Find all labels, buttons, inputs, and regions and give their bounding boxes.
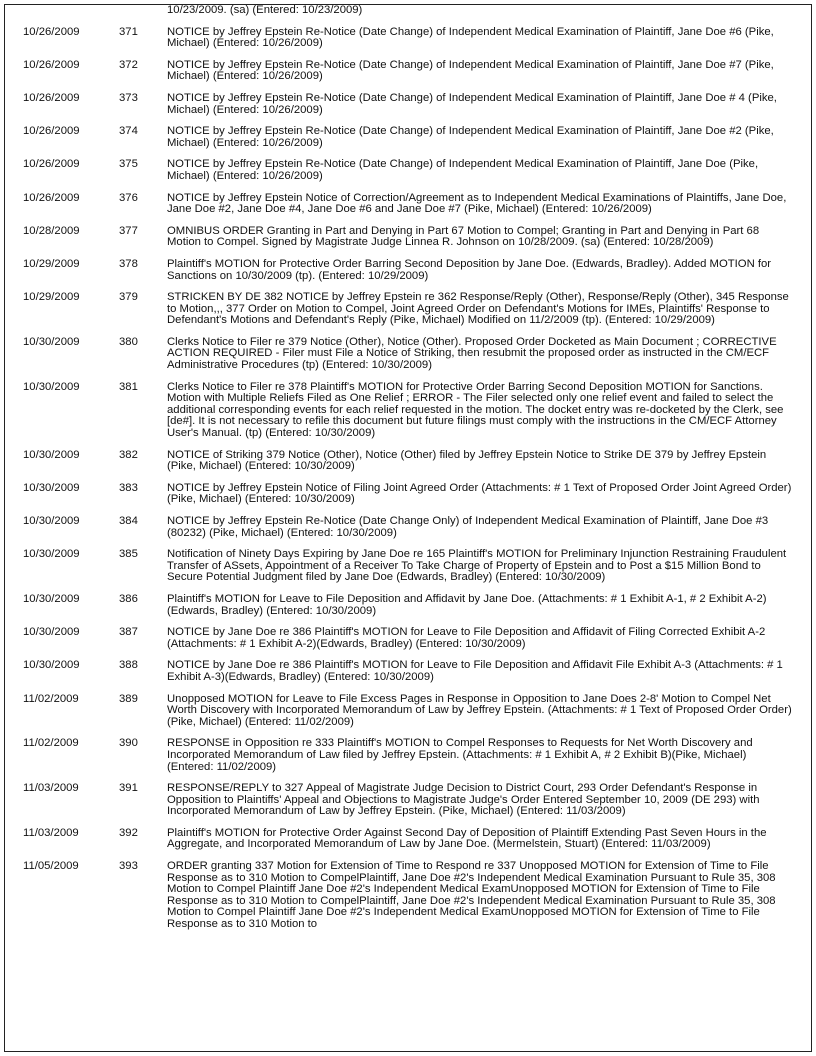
entry-date: 11/05/2009: [23, 860, 79, 873]
docket-entry-row: [5, 828, 811, 861]
entry-text: Plaintiff's MOTION for Protective Order Against Second Day of Deposition of Plaintiff Extending Past Seven Hours in the Aggregate, and Incorporated Memorandum of Law by Jane Doe. (Mermelstein, Stuart) (Entered: 11/03/2009): [167, 826, 767, 851]
entry-date: 10/30/2009: [23, 380, 80, 393]
docket-entry-row: [5, 159, 811, 192]
entry-number: 380: [119, 335, 138, 348]
entry-number: 389: [119, 692, 138, 705]
entry-date: 10/26/2009: [23, 91, 80, 104]
entry-number: 393: [119, 860, 138, 873]
entry-text: NOTICE of Striking 379 Notice (Other), Notice (Other) filed by Jeffrey Epstein Notice to Strike DE 379 by Jeffrey Epstein (Pike, Michael) (Entered: 10/30/2009): [167, 448, 767, 473]
docket-entry-row: [5, 226, 811, 259]
entry-number: 373: [119, 91, 138, 104]
entry-text: Clerks Notice to Filer re 379 Notice (Other), Notice (Other). Proposed Order Docketed as Main Document ; CORRECTIVE ACTION REQUIRED - Filer must File a Notice of Striking, then resubmit the proposed order as instructed in the CM/ECF Administrative Procedures (tp) (Entered: 10/30/2009): [167, 335, 777, 372]
entry-date: 10/30/2009: [23, 515, 80, 527]
entry-number: 392: [119, 826, 138, 839]
entry-text: 10/23/2009. (sa) (Entered: 10/23/2009): [167, 4, 363, 16]
entry-text: Clerks Notice to Filer re 378 Plaintiff's MOTION for Protective Order Barring Second Deposition MOTION for Sanctions. Motion with Multiple Reliefs Filed as One Relief ; ERROR - The Filer selected only one relief event and failed to select the additional corresponding events for each relief requested in the motion. The docket entry was re-docketed by the Clerk, see [de#]. It is not necessary to refile this document but future filings must comply with the instructions in the CM/ECF Attorney User's Manual. (tp) (Entered: 10/30/2009): [167, 380, 784, 440]
entry-text: Plaintiff's MOTION for Protective Order Barring Second Deposition by Jane Doe. (Edwards, Bradley). Added MOTION for Sanctions on 10/30/2009 (tp). (Entered: 10/29/2009): [167, 257, 772, 282]
entry-date: 11/02/2009: [23, 692, 79, 705]
docket-entry-row: [5, 259, 811, 292]
docket-page: [4, 4, 812, 1052]
docket-entry-row: [5, 27, 811, 60]
entry-date: [5, 5, 101, 27]
entry-number: 378: [119, 257, 138, 270]
entry-number: 384: [119, 515, 138, 527]
entry-text: NOTICE by Jane Doe re 386 Plaintiff's MOTION for Leave to File Deposition and Affidavit File Exhibit A-3 (Attachments: # 1 Exhibit A-3)(Edwards, Bradley) (Entered: 10/30/2009): [167, 659, 783, 683]
entry-number: 372: [119, 58, 138, 71]
docket-entry-row: [5, 60, 811, 93]
entry-date: 10/30/2009: [23, 659, 80, 672]
entry-date: 10/30/2009: [23, 592, 80, 605]
entry-text: NOTICE by Jeffrey Epstein Re-Notice (Date Change) of Independent Medical Examination of Plaintiff, Jane Doe #7 (Pike, Michael) (Entered: 10/26/2009): [167, 58, 774, 83]
entry-number: 377: [119, 224, 138, 237]
entry-date: 10/26/2009: [23, 25, 80, 38]
entry-date: 11/03/2009: [23, 826, 79, 839]
entry-text: Notification of Ninety Days Expiring by Jane Doe re 165 Plaintiff's MOTION for Preliminary Injunction Restraining Fraudulent Transfer of ASsets, Appointment of a Receiver To Take Charge of Property of Epstein and to Post a $15 Million Bond to Secure Potential Judgment filed by Jane Doe (Edwards, Bradley) (Entered: 10/30/2009): [167, 548, 787, 584]
entry-number: 382: [119, 448, 138, 461]
entry-date: 10/26/2009: [23, 58, 80, 71]
entry-date: 10/30/2009: [23, 335, 80, 348]
docket-entry-row: [5, 382, 811, 450]
entry-text: OMNIBUS ORDER Granting in Part and Denying in Part 67 Motion to Compel; Granting in Part and Denying in Part 68 Motion to Compel. Signed by Magistrate Judge Linnea R. Johnson on 10/28/2009. (sa) (Entered: 10/28/2009): [167, 224, 760, 249]
entry-number: 390: [119, 737, 138, 750]
docket-body: [5, 5, 811, 941]
docket-entry-row: [5, 660, 811, 693]
entry-number: 371: [119, 25, 138, 38]
entry-number: 379: [119, 291, 138, 304]
docket-entry-row: [5, 337, 811, 382]
entry-text: RESPONSE in Opposition re 333 Plaintiff's MOTION to Compel Responses to Requests for Net Worth Discovery and Incorporated Memorandum of Law filed by Jeffrey Epstein. (Attachments: # 1 Exhibit A, # 2 Exhibit B)(Pike, Michael) (Entered: 11/02/2009): [167, 737, 753, 773]
entry-text: RESPONSE/REPLY to 327 Appeal of Magistrate Judge Decision to District Court, 293 Order Defendant's Response in Opposition to Plaintiffs' Appeal and Objections to Magistrate Judge's Order Entered September 10, 2009 (DE 293) with Incorporated Memorandum of Law by Jeffrey Epstein. (Pike, Michael) (Entered: 11/03/2009): [167, 782, 760, 818]
entry-date: 10/26/2009: [23, 125, 80, 138]
entry-text: NOTICE by Jeffrey Epstein Notice of Filing Joint Agreed Order (Attachments: # 1 Text of Proposed Order Joint Agreed Order)(Pike, Michael) (Entered: 10/30/2009): [167, 481, 792, 506]
docket-entry-row: [5, 193, 811, 226]
entry-date: 10/30/2009: [23, 481, 80, 494]
entry-number: 385: [119, 548, 138, 561]
docket-entry-row: [5, 627, 811, 660]
entry-date: 10/26/2009: [23, 158, 80, 171]
entry-text: NOTICE by Jeffrey Epstein Re-Notice (Date Change) of Independent Medical Examination of Plaintiff, Jane Doe #6 (Pike, Michael) (Entered: 10/26/2009): [167, 25, 774, 50]
entry-number: 383: [119, 481, 138, 494]
entry-text: NOTICE by Jeffrey Epstein Re-Notice (Date Change Only) of Independent Medical Examination of Plaintiff, Jane Doe #3 (80232) (Pike, Michael) (Entered: 10/30/2009): [167, 515, 769, 539]
entry-text: NOTICE by Jane Doe re 386 Plaintiff's MOTION for Leave to File Deposition and Affidavit of Filing Corrected Exhibit A-2 (Attachments: # 1 Exhibit A-2)(Edwards, Bradley) (Entered: 10/30/2009): [167, 626, 766, 650]
entry-number: 381: [119, 380, 138, 393]
docket-entry-row: [5, 516, 811, 549]
entry-number: [101, 5, 167, 27]
entry-date: 10/26/2009: [23, 191, 80, 204]
entry-text: NOTICE by Jeffrey Epstein Re-Notice (Date Change) of Independent Medical Examination of Plaintiff, Jane Doe # 4 (Pike, Michael) (Entered: 10/26/2009): [167, 91, 777, 116]
entry-number: 375: [119, 158, 138, 171]
entry-date: 10/29/2009: [23, 257, 80, 270]
docket-entry-row: [5, 783, 811, 828]
entry-text: NOTICE by Jeffrey Epstein Re-Notice (Date Change) of Independent Medical Examination of Plaintiff, Jane Doe (Pike, Michael) (Entered: 10/26/2009): [167, 158, 759, 182]
docket-entry-row: [5, 549, 811, 594]
entry-number: 386: [119, 592, 138, 605]
docket-entry-row: [5, 738, 811, 783]
entry-date: 10/30/2009: [23, 448, 80, 461]
entry-text: STRICKEN BY DE 382 NOTICE by Jeffrey Epstein re 362 Response/Reply (Other), Response/Reply (Other), 345 Response to Motion,,, 377 Order on Motion to Compel, Joint Agreed Order on Defendant's Motions for IMEs, Plaintiffs' Response to Defendant's Motions and Defendant's Reply (Pike, Michael) Modified on 11/2/2009 (tp). (Entered: 10/29/2009): [167, 291, 789, 327]
entry-number: 391: [119, 782, 138, 795]
entry-text: ORDER granting 337 Motion for Extension of Time to Respond re 337 Unopposed MOTION for Extension of Time to File Response as to 310 Motion to CompelPlaintiff, Jane Doe #2's Independent Medical Examination Pursuant to Rule 35, 308 Motion to Compel Plaintiff Jane Doe #2's Independent Medical ExamUnopposed MOTION for Extension of Time to File Response as to 310 Motion to CompelPlaintiff, Jane Doe #2's Independent Medical Examination Pursuant to Rule 35, 308 Motion to Compel Plaintiff Jane Doe #2's Independent Medical ExamUnopposed MOTION for Extension of Time to File Response as to 310 Motion to: [167, 860, 776, 931]
entry-text: Plaintiff's MOTION for Leave to File Deposition and Affidavit by Jane Doe. (Attachments: # 1 Exhibit A-1, # 2 Exhibit A-2)(Edwards, Bradley) (Entered: 10/30/2009): [167, 592, 767, 617]
docket-entry-row: [5, 483, 811, 516]
entry-date: 10/28/2009: [23, 224, 80, 237]
docket-entry-row: [5, 93, 811, 126]
entry-text: Unopposed MOTION for Leave to File Excess Pages in Response in Opposition to Jane Does 2-8' Motion to Compel Net Worth Discovery with Incorporated Memorandum of Law by Jeffrey Epstein. (Attachments: # 1 Text of Proposed Order Order)(Pike, Michael) (Entered: 11/02/2009): [167, 692, 792, 728]
entry-number: 376: [119, 191, 138, 204]
entry-date: 10/30/2009: [23, 548, 80, 561]
entry-number: 387: [119, 626, 138, 639]
docket-entry-row: [5, 292, 811, 337]
entry-text: NOTICE by Jeffrey Epstein Notice of Correction/Agreement as to Independent Medical Examinations of Plaintiffs, Jane Doe, Jane Doe #2, Jane Doe #4, Jane Doe #6 and Jane Doe #7 (Pike, Michael) (Entered: 10/26/2009): [167, 191, 787, 216]
docket-entry-row: [5, 694, 811, 739]
docket-table: [5, 5, 811, 941]
docket-entry-row: [5, 126, 811, 159]
continuation-row: [5, 5, 811, 27]
entry-date: 11/02/2009: [23, 737, 79, 750]
entry-number: 388: [119, 659, 138, 672]
entry-number: 374: [119, 125, 138, 138]
docket-entry-row: [5, 861, 811, 941]
docket-entry-row: [5, 450, 811, 483]
docket-entry-row: [5, 594, 811, 627]
entry-date: 10/29/2009: [23, 291, 80, 304]
entry-date: 11/03/2009: [23, 782, 79, 795]
entry-date: 10/30/2009: [23, 626, 80, 639]
entry-text: NOTICE by Jeffrey Epstein Re-Notice (Date Change) of Independent Medical Examination of Plaintiff, Jane Doe #2 (Pike, Michael) (Entered: 10/26/2009): [167, 125, 774, 149]
